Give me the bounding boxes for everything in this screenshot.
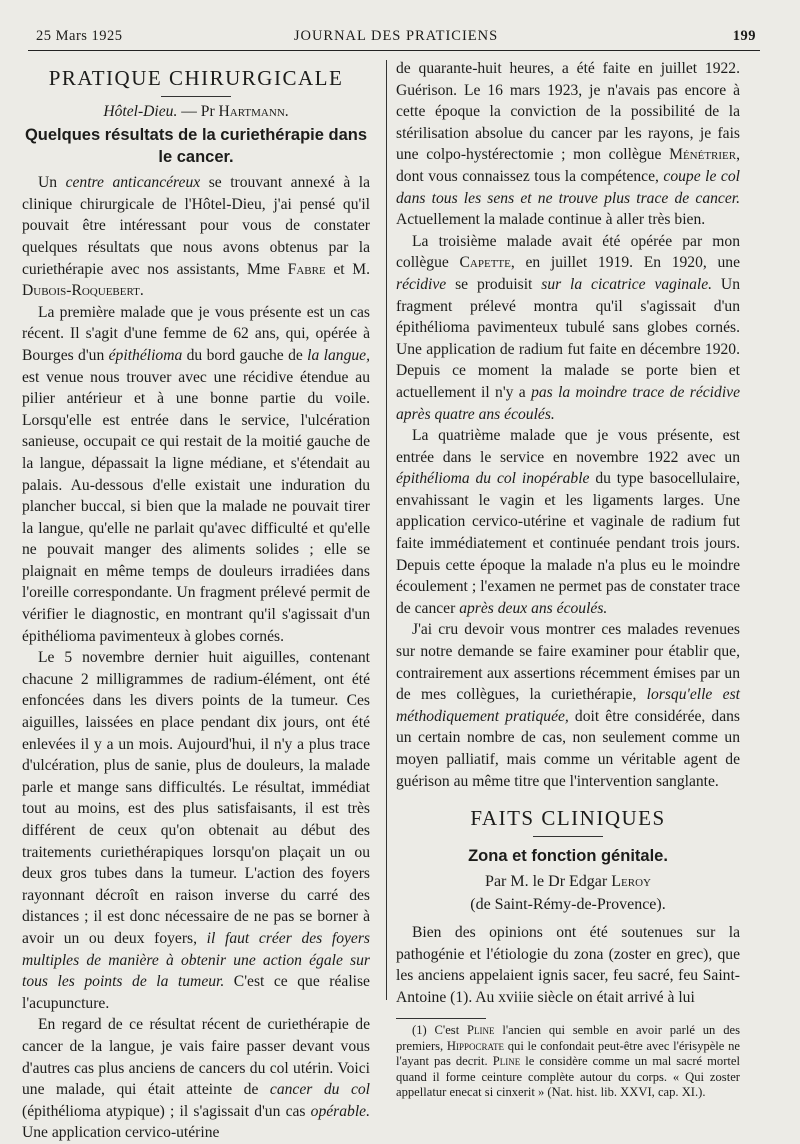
paragraph: de quarante-huit heures, a été faite en juillet 1922. Guérison. Le 16 mars 1923, je n'avais pas encore à cette époque la conviction de la possibilité de la stérilisation absolue du cancer par les rayons, je fais une colpo-hystérectomie ; mon collègue Ménétrier, dont vous connaissez tous la compétence, coupe le col dans tous les sens et ne trouve plus trace de cancer. Actuellement la malade continue à aller très bien.	[396, 60, 740, 229]
byline-place: Hôtel-Dieu.	[103, 102, 178, 120]
author-location: (de Saint-Rémy-de-Provence).	[470, 896, 666, 914]
byline-author: Hartmann.	[218, 102, 289, 120]
left-column	[22, 58, 370, 1144]
footnote: (1) C'est Pline l'ancien qui semble en avoir parlé un des premiers, Hippocrate qui le confondait peut-être avec l'érisypèle ne l'ayant pas decrit. Pline le considère comme un mal sacré mortel quand il forme ceinture complète autour du corps. « Qui zoster appellatur enecat si cinxerit » (Nat. hist. lib. XXVI, cap. XI.).	[396, 1023, 740, 1099]
article-title-zona: Zona et fonction génitale.	[468, 846, 668, 865]
header-rule	[28, 50, 760, 51]
paragraph: J'ai cru devoir vous montrer ces malades revenues sur notre demande se faire examiner pour établir que, contrairement aux assertions récemment émises par un de mes collègues, la curiethérapie, lorsqu'elle est méthodiquement pratiquée, doit être considérée, dans un certain nombre de cas, non seulement comme un moyen palliatif, mais comme un véritable agent de guérison au même titre que l'intervention sanglante.	[396, 621, 740, 790]
author-line: Par M. le Dr Edgar Leroy	[485, 872, 651, 890]
column-divider	[386, 60, 387, 1000]
paragraph: La troisième malade avait été opérée par mon collègue Capette, en juillet 1919. En 1920, une récidive se produisit sur la cicatrice vaginale. Un fragment prélevé montra qu'il s'agissait d'un épithélioma pavimenteux tubulé sans globes cornés. Une application de radium fut faite en décembre 1920. Depuis ce moment la malade se porte bien et actuellement il n'y a pas la moindre trace de récidive après quatre ans écoulés.	[396, 232, 741, 423]
paragraph: La première malade que je vous présente est un cas récent. Il s'agit d'une femme de 62 ans, qui, opérée à Bourges d'un épithélioma du bord gauche de la langue, est venue nous trouver avec une récidive étendue au pilier antérieur et à une bonne partie du voile. Lorsqu'elle est entrée dans le service, l'ulcération sanieuse, occupait ce qui restait de la moitié gauche de la langue, dépassait la ligne médiane, et s'étendait au palais. Au-dessous d'elle existait une induration du plancher buccal, si bien que la malade ne pouvait tirer la langue, qu'elle ne parlait qu'avec difficulté et qu'elle ne pouvait manger des aliments solides ; elle se plaignait en même temps de douleurs irradiées dans l'oreille correspondante. Un fragment prélevé permit de vérifier le diagnostic, en montrant qu'il s'agissait d'un épithélioma pavimenteux à globes cornés.	[22, 303, 370, 645]
paragraph: La quatrième malade que je vous présente, est entrée dans le service en novembre 1922 avec un épithélioma du col inopérable du type basocellulaire, envahissant le vagin et les ligaments larges. Une application cervico-utérine et vaginale de radium fut faite immédiatement et continuée pendant trois jours. Depuis cette époque la malade n'a plus eu le moindre écoulement ; l'examen ne permet pas de constater trace de cancer après deux ans écoulés.	[396, 427, 740, 617]
paragraph: Bien des opinions ont été soutenues sur la pathogénie et l'étiologie du zona (zoster en grec), que les anciens appelaient ignis sacer, feu sacré, feu Saint-Antoine (1). Au xviiie siècle on était arrivé à lui	[396, 923, 740, 1006]
section-title-faits: FAITS CLINIQUES	[470, 806, 666, 831]
paragraph: Un centre anticancéreux se trouvant annexé à la clinique chirurgicale de l'Hôtel-Dieu, j'ai pensé qu'il pouvait être intéressant pour vous de constater quelques résultats que nous avons obtenus par la curiethérapie avec nos assistants, Mme Fabre et M. Dubois-Roquebert.	[22, 174, 370, 300]
paragraph: En regard de ce résultat récent de curiethérapie de cancer de la langue, je vais faire passer devant vous d'autres cas plus anciens de cancers du col utérin. Voici une malade, qui était atteinte de cancer du col (épithélioma atypique) ; il s'agissait d'un cas opérable. Une application cervico-utérine	[22, 1016, 371, 1142]
issue-date: 25 Mars 1925	[36, 28, 123, 44]
journal-title: JOURNAL DES PRATICIENS	[293, 28, 499, 44]
article-title: Quelques résultats de la curiethérapie dans le cancer.	[24, 126, 368, 167]
paragraph: Le 5 novembre dernier huit aiguilles, contenant chacune 2 milligrammes de radium-élément, ont été enfoncées dans les divers points de la tumeur. Ces aiguilles, laissées en place pendant dix jours, ont été enlevées il y a un mois. Aujourd'hui, il n'y a plus trace d'ulcération, plus de sanie, plus de douleurs, la malade parle et mange sans difficultés. Le résultat, immédiat tout au moins, est des plus satisfaisants, il est très différent de ceux qu'on obtenait au début des traitements curiethérapiques lorsqu'on plaçait un ou deux gros tubes dans la tumeur. L'action des foyers rayonnant décroît en raison inverse du carré des distances ; il est donc nécessaire de ne pas se borner à avoir un ou deux foyers, il faut créer des foyers multiples de manière à obtenir une action égale sur tous les points de la tumeur. C'est ce que réalise l'acupuncture.	[22, 649, 370, 1012]
section-title-pratique: PRATIQUE CHIRURGICALE	[48, 66, 344, 90]
section-rule	[161, 96, 231, 97]
running-header	[36, 26, 756, 48]
right-column	[396, 58, 740, 1100]
section-rule	[533, 836, 603, 837]
footnote-rule	[396, 1018, 486, 1019]
page-number: 199	[732, 28, 756, 44]
article-byline: Hôtel-Dieu. — Pr Hartmann.	[103, 102, 289, 120]
